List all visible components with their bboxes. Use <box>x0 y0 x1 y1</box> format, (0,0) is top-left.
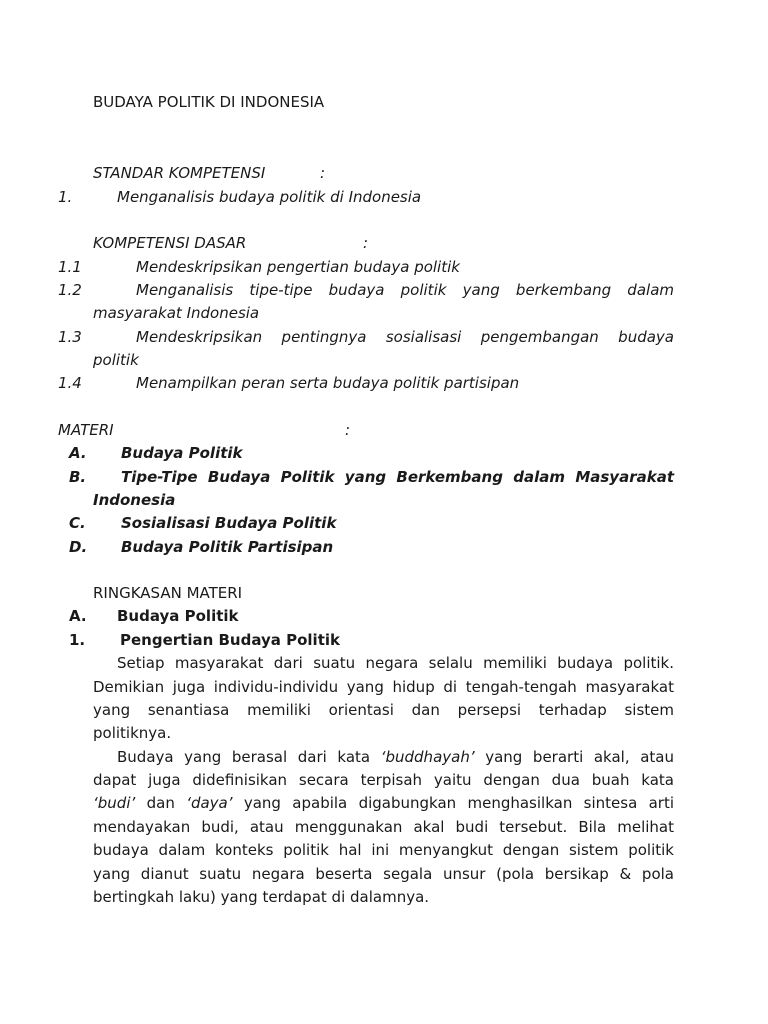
standar-heading: STANDAR KOMPETENSI <box>93 164 266 182</box>
kompetensi-item-text: Mendeskripsikan pentingnya sosialisasi pengembangan budaya <box>136 328 674 346</box>
text-run: Budaya yang berasal dari kata <box>117 748 371 766</box>
standar-item-number: 1. <box>58 188 73 206</box>
kompetensi-item-number: 1.1 <box>58 258 82 276</box>
paragraph-line <box>117 747 674 767</box>
kompetensi-item-number: 1.3 <box>58 328 82 346</box>
materi-item-text: Tipe-Tipe Budaya Politik yang Berkembang dalam Masyarakat <box>121 468 674 486</box>
paragraph-line: Demikian juga individu-individu yang hidup di tengah-tengah masyarakat <box>93 678 674 696</box>
kompetensi-item-text: Mendeskripsikan pengertian budaya politik <box>136 258 460 276</box>
kompetensi-item-text: Menampilkan peran serta budaya politik partisipan <box>136 374 520 392</box>
italic-term: ‘daya’ <box>186 794 233 812</box>
materi-item-letter: A. <box>69 444 87 462</box>
materi-item-letter: B. <box>69 468 87 486</box>
section-title: Budaya Politik <box>117 607 239 625</box>
paragraph-line: Setiap masyarakat dari suatu negara selalu memiliki budaya politik. <box>117 654 674 672</box>
materi-item-text: Budaya Politik Partisipan <box>121 538 334 556</box>
kompetensi-item-number: 1.2 <box>58 281 82 299</box>
paragraph-line: yang dianut suatu negara beserta segala unsur (pola bersikap & pola <box>93 865 674 883</box>
paragraph-line: dapat juga didefinisikan secara terpisah yaitu dengan dua buah kata <box>93 771 674 789</box>
kompetensi-item-text: Menganalisis tipe-tipe budaya politik yang berkembang dalam <box>136 281 674 299</box>
italic-term: ‘buddhayah’ <box>380 748 475 766</box>
subsection-number: 1. <box>69 631 86 649</box>
materi-item-letter: D. <box>69 538 88 556</box>
paragraph-line: yang senantiasa memiliki orientasi dan persepsi terhadap sistem <box>93 701 674 719</box>
kompetensi-heading: KOMPETENSI DASAR <box>93 234 247 252</box>
kompetensi-item-continuation: politik <box>93 351 139 369</box>
paragraph-line: mendayakan budi, atau menggunakan akal budi tersebut. Bila melihat <box>93 818 674 836</box>
ringkasan-heading: RINGKASAN MATERI <box>93 584 243 602</box>
materi-item-text: Sosialisasi Budaya Politik <box>121 514 337 532</box>
paragraph-line: politiknya. <box>93 724 172 742</box>
italic-term: ‘budi’ <box>93 794 136 812</box>
kompetensi-colon: : <box>363 234 369 252</box>
kompetensi-item-number: 1.4 <box>58 374 82 392</box>
standar-colon: : <box>320 164 326 182</box>
materi-item-text: Budaya Politik <box>121 444 243 462</box>
section-letter: A. <box>69 607 87 625</box>
materi-heading: MATERI <box>58 421 114 439</box>
text-run: dan <box>146 794 175 812</box>
standar-item-text: Menganalisis budaya politik di Indonesia <box>117 188 422 206</box>
text-run: yang berarti akal, atau <box>485 748 674 766</box>
subsection-title: Pengertian Budaya Politik <box>120 631 340 649</box>
materi-colon: : <box>345 421 351 439</box>
materi-item-letter: C. <box>69 514 86 532</box>
text-run: yang apabila digabungkan menghasilkan sintesa arti <box>243 794 674 812</box>
paragraph-line: budaya dalam konteks politik hal ini menyangkut dengan sistem politik <box>93 841 674 859</box>
paragraph-line <box>93 793 674 813</box>
paragraph-line: bertingkah laku) yang terdapat di dalamnya. <box>93 888 430 906</box>
kompetensi-item-continuation: masyarakat Indonesia <box>93 304 260 322</box>
materi-item-continuation: Indonesia <box>93 491 176 509</box>
document-title: BUDAYA POLITIK DI INDONESIA <box>93 93 325 111</box>
